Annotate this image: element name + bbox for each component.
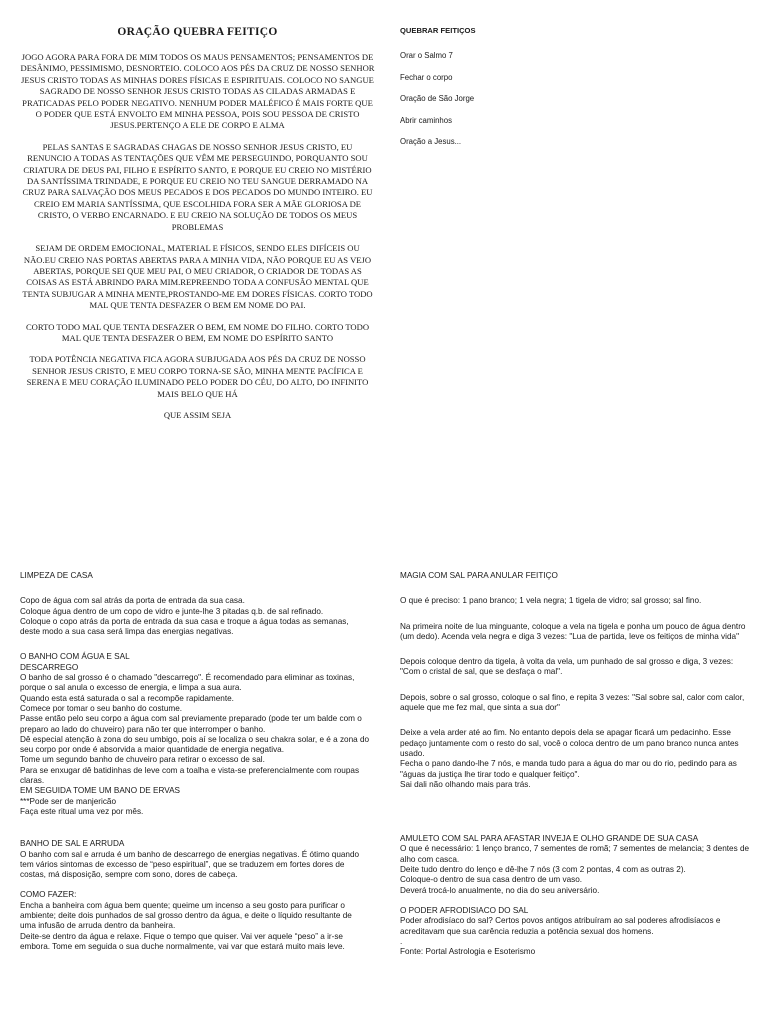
text-line: Copo de água com sal atrás da porta de entrada da sua casa.	[20, 596, 245, 606]
text-line: Para se enxugar dê batidinhas de leve com a toalha e vista-se preferencialmente com roupas claras.	[20, 765, 360, 786]
prayer-paragraph: SEJAM DE ORDEM EMOCIONAL, MATERIAL E FÍSICOS, SENDO ELES DIFÍCEIS OU NÃO.EU CREIO NAS PORTAS ABERTAS PARA A MINHA VIDA, NÃO PORQUE EU AS VEJO ABERTAS, PORQUE SEI QUE MEU PAI, O MEU CRIADOR, O CRIADOR DE TODAS AS COISAS AS ESTÁ ABRINDO PARA MIM.REPREENDO TODA A CONFUSÃO MENTAL QUE TENTA SUBJUGAR A MINHA MENTE,PROSTANDO-ME EM DORES FÍSICAS. CORTO TODO MAL QUE TENTA DESFAZER O BEM EM NOME DO PAI.	[22, 243, 373, 311]
prayer-paragraph: JOGO AGORA PARA FORA DE MIM TODOS OS MAUS PENSAMENTOS; PENSAMENTOS DE DESÂNIMO, PESSIMISMO, DESNORTEIO. COLOCO AOS PÉS DA CRUZ DE NOSSO SENHOR JESUS CRISTO TODAS AS MINHAS DORES FÍSICAS E ESPIRITUAIS. COLOCO NO SANGUE SAGRADO DE NOSSO SENHOR JESUS CRISTO TODAS AS CILADAS ARMADAS E PRATICADAS PELO PODER NEGATIVO. NENHUM PODER MALÉFICO É MAIS FORTE QUE O PODER QUE ESTÁ ENVOLTO EM MINHA PESSOA, POIS SOU PESSOA DE CRISTO JESUS.PERTENÇO A ELE DE CORPO E ALMA	[20, 52, 375, 131]
section-heading: AMULETO COM SAL PARA AFASTAR INVEJA E OLHO GRANDE DE SUA CASA	[400, 834, 699, 844]
sidebar-link-oracao-jesus[interactable]: Oração a Jesus...	[400, 137, 462, 146]
text-line: Deite tudo dentro do lenço e dê-lhe 7 nós (3 com 2 pontas, 4 com as outras 2).	[400, 865, 686, 875]
text-line: Sai dali não olhando mais para trás.	[400, 779, 531, 789]
page-title: ORAÇÃO QUEBRA FEITIÇO	[117, 26, 278, 38]
section-heading: DESCARREGO	[20, 662, 79, 672]
text-line: Passe então pelo seu corpo a água com sal previamente preparado (pode ter um balde com o preparo ao lado do chuveiro) para não ter que interromper o banho.	[20, 714, 362, 734]
text-line: O banho com sal e arruda é um banho de descarrego de energias negativas. É ótimo quando tem vários sintomas de excesso de “peso espiritual”, que se traduzem em fortes dores de costas, má disposição, sempre com sono, dores de cabeça.	[20, 849, 360, 880]
text-line: Comece por tomar o seu banho do costume.	[20, 703, 183, 713]
text-line: Tome um segundo banho de chuveiro para retirar o excesso de sal.	[20, 755, 265, 765]
text-line: Coloque-o dentro de sua casa dentro de um vaso.	[400, 875, 583, 885]
section-heading: EM SEGUIDA TOME UM BANO DE ERVAS	[20, 786, 180, 796]
text-line: Depois coloque dentro da tigela, à volta da vela, um punhado de sal grosso e diga, 3 vezes: "Com o cristal de sal, que se desfaça o mal".	[400, 657, 734, 677]
section-heading: MAGIA COM SAL PARA ANULAR FEITIÇO	[400, 571, 558, 580]
source-credit: Fonte: Portal Astrologia e Esoterismo	[400, 947, 536, 957]
prayer-paragraph: CORTO TODO MAL QUE TENTA DESFAZER O BEM, EM NOME DO FILHO. CORTO TODO MAL QUE TENTA DESFAZER O BEM, EM NOME DO ESPÍRITO SANTO	[25, 321, 370, 343]
text-line: O que é necessário: 1 lenço branco, 7 sementes de romã; 7 sementes de melancia; 3 dentes de alho com casca.	[400, 844, 750, 864]
text-line: Encha a banheira com água bem quente; queime um incenso a seu gosto para purificar o ambiente; deite dois punhados de sal grosso dentro da água, e deite o líquido resultante de uma infusão de arruda dentro da banheira.	[20, 900, 352, 931]
prayer-closing: QUE ASSIM SEJA	[163, 409, 232, 420]
text-line: Na primeira noite de lua minguante, coloque a vela na tigela e ponha um pouco de água dentro (um dedo). Acenda vela negra e diga 3 vezes: "Lua de partida, leve os feitiços de minha vida"	[400, 621, 746, 641]
section-heading: LIMPEZA DE CASA	[20, 571, 93, 580]
sidebar-link-abrir-caminhos[interactable]: Abrir caminhos	[400, 115, 452, 125]
text-line: Quando esta está saturada o sal a recompõe rapidamente.	[20, 693, 234, 703]
section-heading: O BANHO COM ÁGUA E SAL	[20, 652, 130, 662]
text-line: Coloque água dentro de um copo de vidro e junte-lhe 3 pitadas q.b. de sal refinado.	[20, 606, 324, 616]
sidebar-link-sao-jorge[interactable]: Oração de São Jorge	[400, 94, 475, 103]
text-line: Coloque o copo atrás da porta de entrada da sua casa e troque a água todas as semanas, deste modo a sua casa será limpa das energias negativas.	[20, 616, 349, 637]
sidebar-link-fechar-corpo[interactable]: Fechar o corpo	[400, 72, 453, 82]
sidebar	[400, 26, 600, 159]
text-line: Fecha o pano dando-lhe 7 nós, e manda tudo para a água do mar ou do rio, pedindo para as "águas da justiça lhe tirar todo e qualquer feitiço".	[400, 759, 737, 779]
text-line: O banho de sal grosso é o chamado "descarrego". É recomendado para eliminar as toxinas, porque o sal anula o excesso de energia, e limpa a sua aura.	[20, 673, 355, 693]
text-line: .	[400, 936, 403, 946]
text-line: Poder afrodisíaco do sal? Certos povos antigos atribuíram ao sal poderes afrodisíacos e acreditavam que sua carência reduzia a potência sexual dos homens.	[400, 916, 721, 936]
text-line: ***Pode ser de manjericão	[20, 796, 117, 806]
right-column	[400, 571, 752, 957]
section-heading: BANHO DE SAL E ARRUDA	[20, 839, 125, 849]
text-line: Deite-se dentro da água e relaxe. Fique o tempo que quiser. Vai ver aquele “peso” a ir-se embora. Tome em seguida o sua duche normalmente, vai var que estará muito mais leve.	[20, 931, 345, 951]
text-line: Dê especial atenção à zona do seu umbigo, pois aí se localiza o seu chakra solar, e é a zona do seu corpo por onde é absorvida a maior quantidade de energia negativa.	[20, 734, 370, 755]
left-column	[20, 571, 370, 952]
text-line: Deixe a vela arder até ao fim. No entanto depois dela se apagar ficará um pedacinho. Esse pedaço juntamente com o resto do sal, você o coloca dentro de um pano branco nunca antes usado.	[400, 728, 739, 758]
text-line: Depois, sobre o sal grosso, coloque o sal fino, e repita 3 vezes: "Sal sobre sal, calor com calor, aquele que me fez mal, que sinta a sua dor"	[400, 692, 745, 713]
section-heading: COMO FAZER:	[20, 890, 77, 900]
prayer-text	[20, 52, 375, 431]
text-line: Faça este ritual uma vez por mês.	[20, 806, 144, 816]
prayer-paragraph: TODA POTÊNCIA NEGATIVA FICA AGORA SUBJUGADA AOS PÉS DA CRUZ DE NOSSO SENHOR JESUS CRISTO, E MEU CORPO TORNA-SE SÃO, MINHA MENTE PACÍFICA E SERENA E MEU CORAÇÃO ILUMINADO PELO PODER DO CÉU, DO ALTO, DO INFINITO MAIS BELO QUE HÁ	[26, 354, 369, 399]
text-line: Deverá trocá-lo anualmente, no dia do seu aniversário.	[400, 885, 600, 895]
sidebar-heading: QUEBRAR FEITIÇOS	[400, 26, 476, 35]
text-line: O que é preciso: 1 pano branco; 1 vela negra; 1 tigela de vidro; sal grosso; sal fino.	[400, 596, 702, 606]
prayer-paragraph: PELAS SANTAS E SAGRADAS CHAGAS DE NOSSO SENHOR JESUS CRISTO, EU RENUNCIO A TODAS AS TENTAÇÕES QUE VÊM ME PERSEGUINDO, PORQUANTO SOU CRIATURA DE DEUS PAI, FILHO E ESPÍRITO SANTO, E PORQUE EU CREIO NO MISTÉRIO DA SANTÍSSIMA TRINDADE, E PORQUE EU CREIO NO TEU SANGUE DERRAMADO NA CRUZ PARA SALVAÇÃO DOS MEUS PECADOS E DOS PECADOS DO MUNDO INTEIRO. EU CREIO EM MARIA SANTÍSSIMA, QUE ESCOLHIDA FORA SER A MÃE GLORIOSA DE CRISTO, O VERBO ENCARNADO. E EU CREIO NA SOLUÇÃO DE TODOS OS MEUS PROBLEMAS	[22, 141, 373, 232]
section-heading: O PODER AFRODISIACO DO SAL	[400, 905, 529, 915]
sidebar-link-salmo[interactable]: Orar o Salmo 7	[400, 51, 453, 60]
